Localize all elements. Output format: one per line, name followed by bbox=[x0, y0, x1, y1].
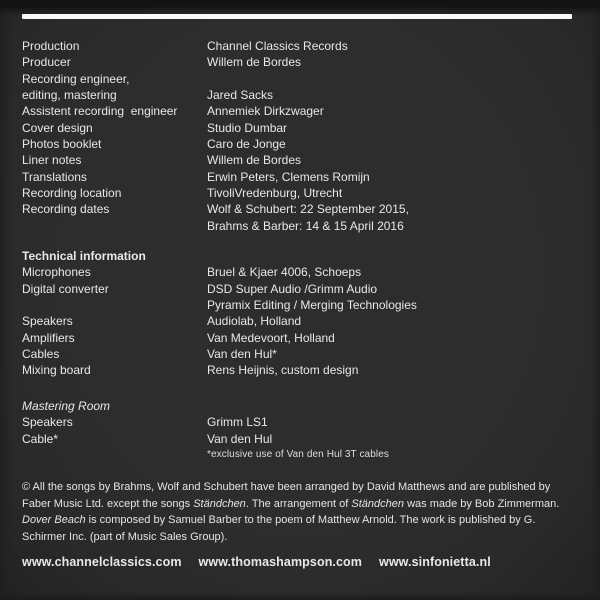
credit-label: editing, mastering bbox=[22, 88, 117, 103]
credit-label: Digital converter bbox=[22, 281, 109, 296]
credit-label bbox=[22, 297, 207, 313]
credit-value: Studio Dumbar bbox=[207, 120, 288, 135]
top-rule bbox=[22, 14, 572, 19]
credit-row bbox=[22, 201, 578, 217]
credit-label: Amplifiers bbox=[22, 330, 75, 345]
mastering-room-section bbox=[22, 398, 578, 463]
credit-value: Willem de Bordes bbox=[207, 153, 302, 168]
credit-label: Microphones bbox=[22, 265, 91, 280]
copyright-paragraph bbox=[22, 479, 578, 545]
website-url: www.channelclassics.com bbox=[22, 555, 182, 569]
credit-label bbox=[22, 218, 207, 234]
production-credits-section bbox=[22, 38, 578, 234]
credit-row bbox=[22, 120, 578, 136]
credit-value: Jared Sacks bbox=[207, 88, 274, 103]
copyright-text: . The arrangement of bbox=[245, 497, 352, 510]
credit-label: Recording dates bbox=[22, 202, 110, 217]
work-title: Ständchen bbox=[351, 497, 405, 510]
credit-value: DSD Super Audio /Grimm Audio bbox=[207, 281, 378, 296]
credit-row bbox=[22, 136, 578, 152]
credit-label: Production bbox=[22, 39, 80, 53]
credit-row bbox=[22, 218, 578, 234]
credit-row bbox=[22, 362, 578, 378]
credit-row bbox=[22, 169, 578, 185]
credit-row bbox=[22, 185, 578, 201]
credit-row bbox=[22, 38, 578, 54]
credit-row bbox=[22, 281, 578, 297]
credit-value: Wolf & Schubert: 22 September 2015, bbox=[207, 202, 409, 217]
credit-label: Cover design bbox=[22, 120, 93, 135]
credit-row bbox=[22, 152, 578, 168]
credit-value: Van den Hul bbox=[207, 431, 273, 446]
credit-value: TivoliVredenburg, Utrecht bbox=[207, 186, 343, 201]
technical-rows bbox=[22, 264, 578, 378]
cable-footnote: *exclusive use of Van den Hul 3T cables bbox=[207, 449, 389, 461]
technical-information-section bbox=[22, 248, 578, 379]
credit-value: Grimm LS1 bbox=[207, 415, 268, 430]
credit-label: Mixing board bbox=[22, 363, 91, 378]
credit-label: Producer bbox=[22, 55, 71, 70]
credit-row bbox=[22, 54, 578, 70]
credit-label: Speakers bbox=[22, 314, 73, 329]
credit-value: Erwin Peters, Clemens Romijn bbox=[207, 169, 370, 184]
website-list bbox=[22, 555, 578, 569]
credit-label: Cable* bbox=[22, 431, 59, 446]
website-url: www.sinfonietta.nl bbox=[379, 555, 491, 569]
credit-value: Bruel & Kjaer 4006, Schoeps bbox=[207, 265, 362, 280]
credit-value: Rens Heijnis, custom design bbox=[207, 363, 359, 378]
credit-value: Annemiek Dirkzwager bbox=[207, 104, 324, 119]
credit-label: Photos booklet bbox=[22, 137, 102, 152]
credit-row bbox=[22, 346, 578, 362]
credit-label: Translations bbox=[22, 169, 87, 184]
credit-label: Assistent recording engineer bbox=[22, 104, 178, 119]
mastering-rows bbox=[22, 414, 578, 447]
copyright-text: is composed by Samuel Barber to the poem of Matthew Arnold. The work is published by G. Schirmer Inc. (part of Music Sales Group). bbox=[22, 514, 536, 543]
credit-row bbox=[22, 71, 578, 87]
credit-value: Van den Hul* bbox=[207, 347, 277, 362]
credit-value: Audiolab, Holland bbox=[207, 314, 302, 329]
credit-row bbox=[22, 264, 578, 280]
copyright-text: © All the songs by Brahms, Wolf and Schubert have been arranged by David Matthews and are published by Faber Music Ltd. except the songs bbox=[22, 481, 551, 510]
credit-value: Caro de Jonge bbox=[207, 137, 286, 152]
credit-value: Channel Classics Records bbox=[207, 39, 348, 53]
credit-label: Recording location bbox=[22, 186, 122, 201]
credit-value: Pyramix Editing / Merging Technologies bbox=[207, 298, 417, 313]
website-url: www.thomashampson.com bbox=[198, 555, 363, 569]
work-title: Ständchen bbox=[193, 497, 246, 510]
credit-label: Recording engineer, bbox=[22, 71, 130, 86]
technical-information-heading: Technical information bbox=[22, 249, 146, 263]
work-title: Dover Beach bbox=[22, 514, 86, 527]
credit-value: Van Medevoort, Holland bbox=[207, 330, 335, 345]
credit-row bbox=[22, 414, 578, 430]
credit-row bbox=[22, 330, 578, 346]
credit-value bbox=[207, 71, 578, 87]
mastering-room-heading: Mastering Room bbox=[22, 399, 111, 413]
copyright-text: was made by Bob Zimmerman. bbox=[404, 497, 560, 510]
credit-value: Willem de Bordes bbox=[207, 55, 302, 70]
credit-row bbox=[22, 297, 578, 313]
credit-label: Liner notes bbox=[22, 153, 82, 168]
credit-row bbox=[22, 103, 578, 119]
credit-row bbox=[22, 431, 578, 447]
credit-value: Brahms & Barber: 14 & 15 April 2016 bbox=[207, 218, 404, 233]
credit-label: Cables bbox=[22, 347, 60, 362]
credit-row bbox=[22, 87, 578, 103]
credit-row bbox=[22, 313, 578, 329]
credit-label: Speakers bbox=[22, 415, 73, 430]
